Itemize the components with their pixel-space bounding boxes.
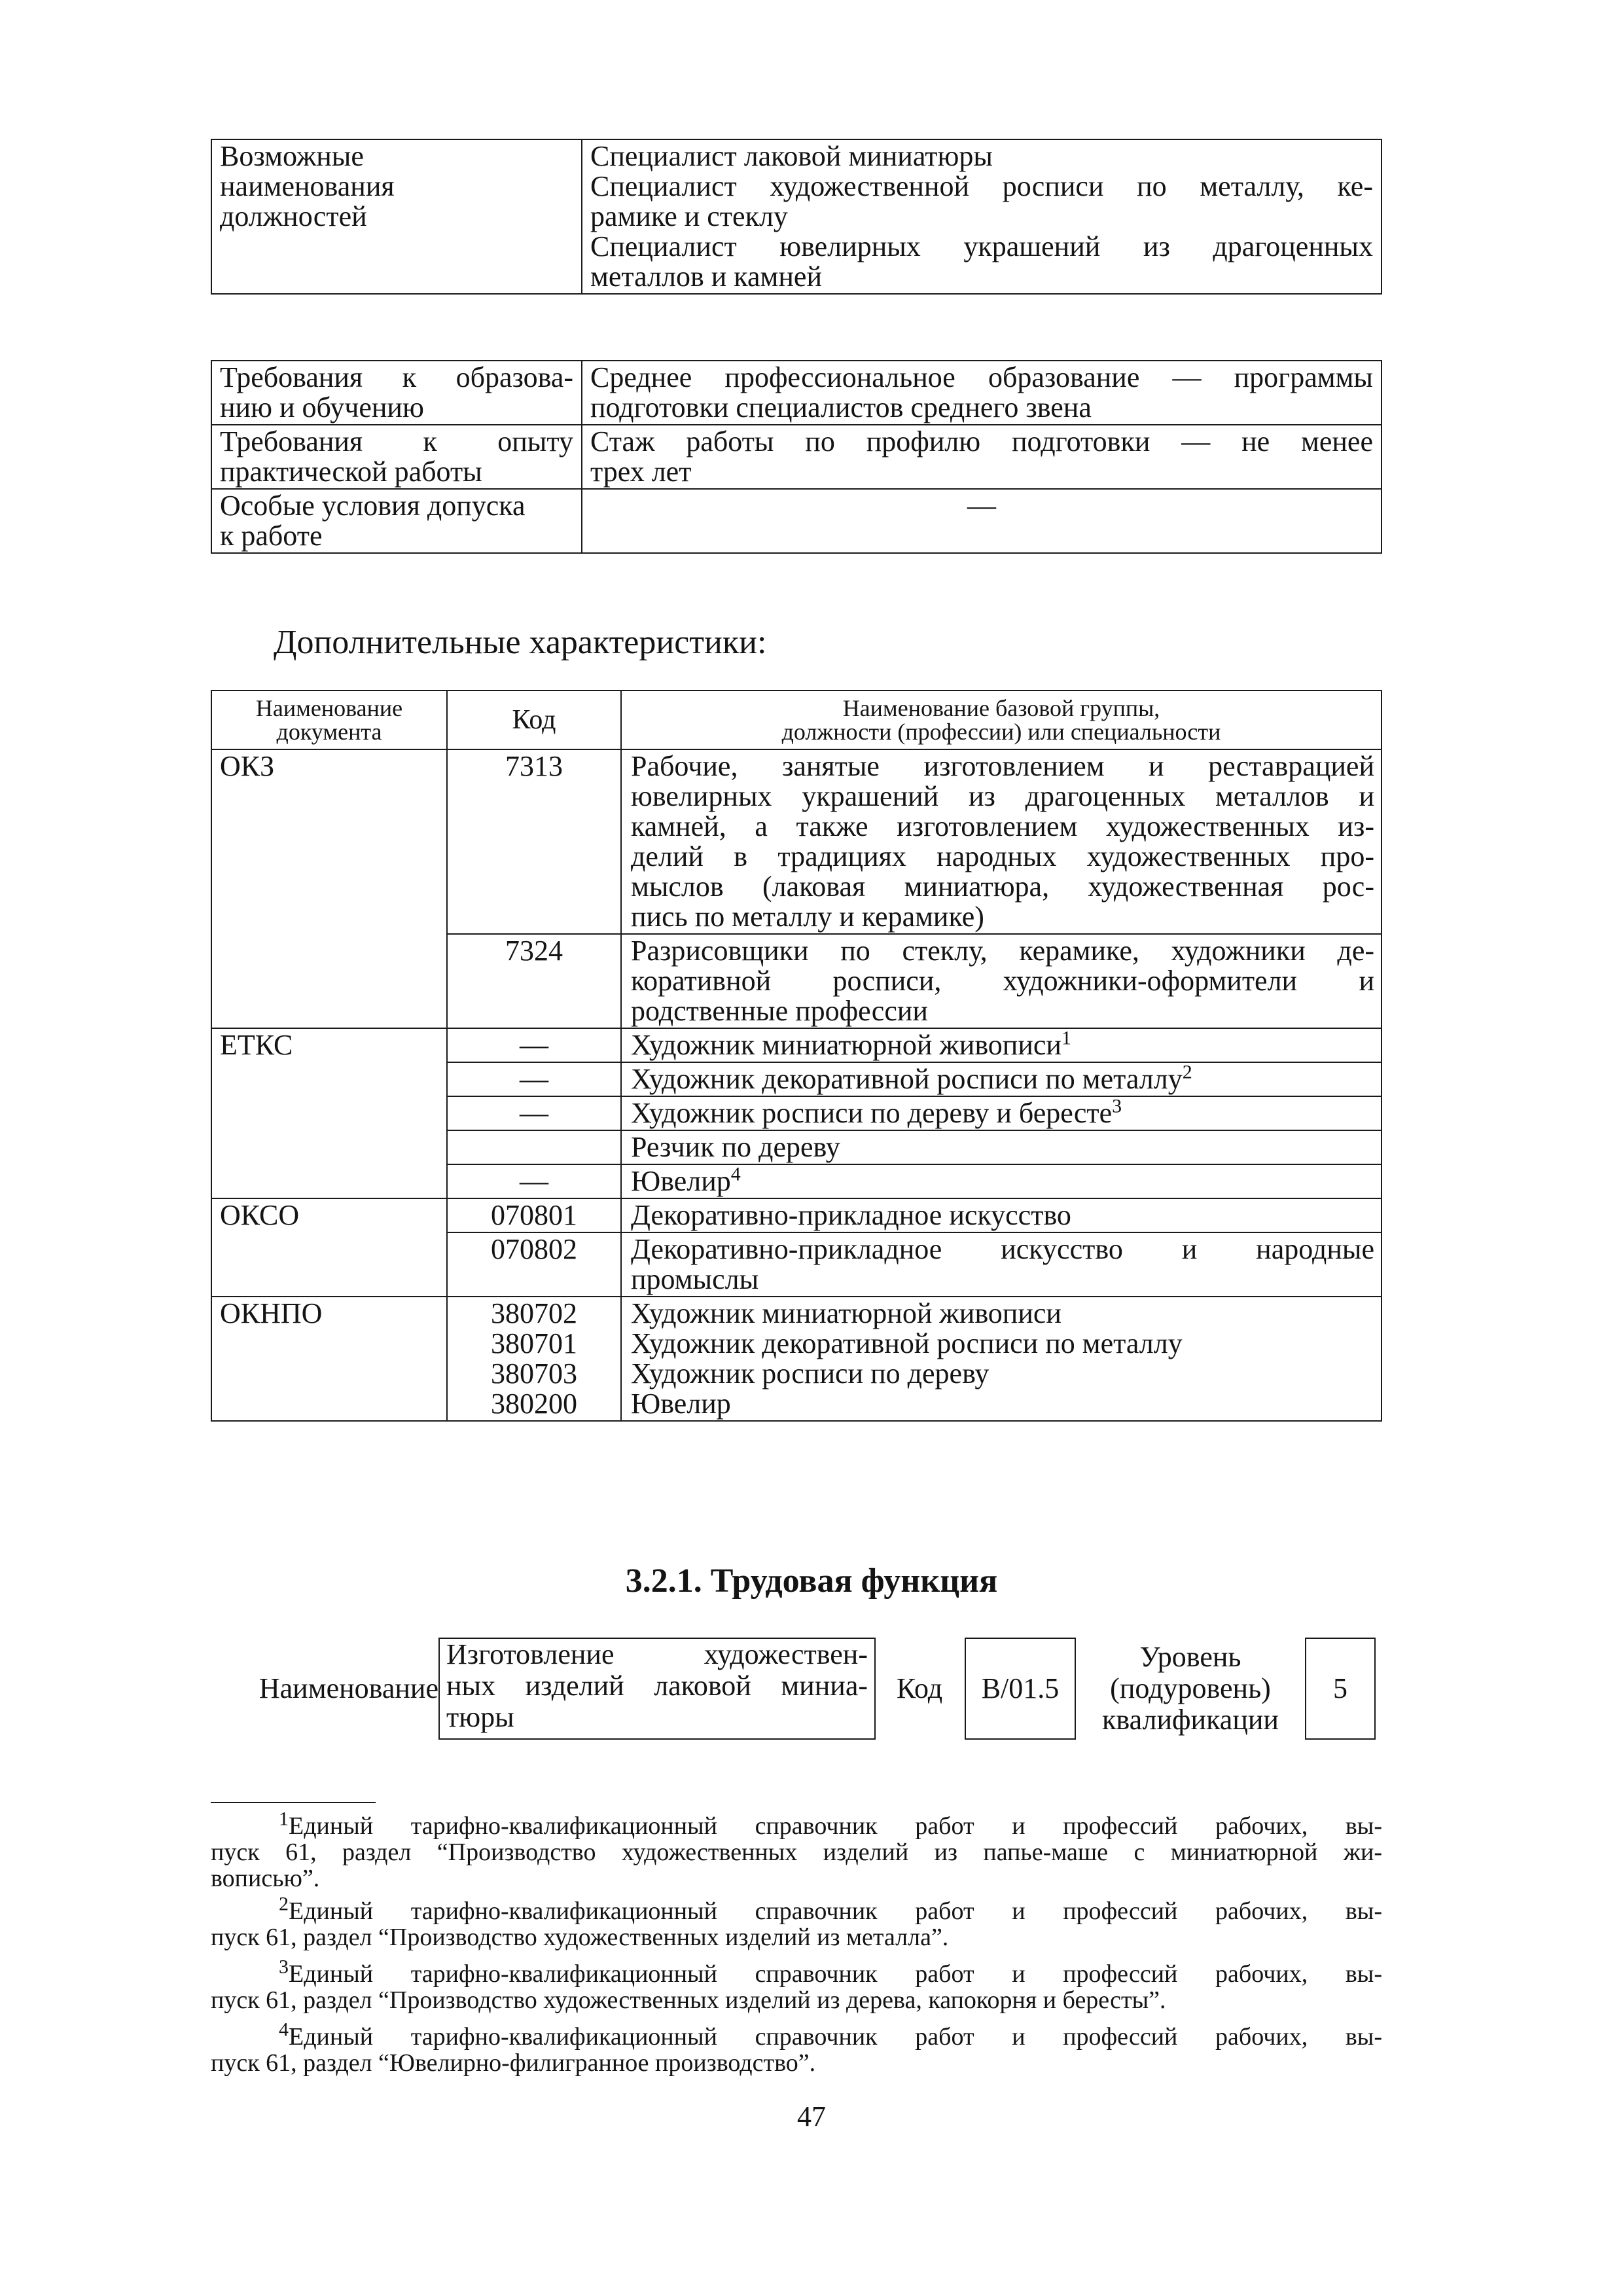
requirement-label-line: Особые условия допуска — [220, 490, 526, 522]
requirement-label — [211, 425, 582, 489]
requirement-value-dash: — — [967, 490, 996, 522]
level-label-line: Уровень — [1139, 1641, 1241, 1673]
header-line: Наименование базовой группы, — [842, 695, 1160, 721]
footnote-text: Единый тарифно-квалификационный справочник работ и профессий рабочих, вы- — [289, 1897, 1382, 1925]
function-code-label: Код — [896, 1672, 943, 1704]
table-row — [211, 749, 1382, 934]
requirement-label — [211, 489, 582, 553]
footnote-line — [211, 2018, 1382, 2051]
footnote-line: пуск 61, раздел “Производство художественных изделий из металла”. — [211, 1924, 949, 1951]
footnote — [211, 1956, 1382, 2014]
name-cell — [621, 1096, 1382, 1130]
function-level-label — [1082, 1641, 1298, 1736]
name-line: Разрисовщики по стеклу, керамике, художники де- — [631, 935, 1374, 967]
requirement-value-line: трех лет — [590, 456, 692, 488]
footnote-number: 1 — [279, 1808, 289, 1830]
name-cell — [621, 1028, 1382, 1062]
footnote-line: пуск 61, раздел “Производство художественных изделий из папье-маше с миниатюрной жи- — [211, 1839, 1382, 1866]
code-cell: — — [447, 1164, 621, 1198]
footnote — [211, 1808, 1382, 1892]
footnote-line — [211, 1808, 1382, 1840]
additional-characteristics-table — [211, 690, 1382, 1422]
job-title-line: Специалист художественной росписи по металлу, ке- — [590, 170, 1373, 202]
footnote-ref: 3 — [1112, 1095, 1122, 1117]
name-line: камней, а также изготовлением художественных из- — [631, 810, 1374, 842]
name-line: промыслы — [631, 1263, 759, 1295]
footnote-number: 3 — [279, 1956, 289, 1978]
requirement-row-education — [211, 361, 1382, 425]
job-titles-label-cell — [211, 139, 582, 294]
code-line: 380702 — [491, 1297, 577, 1329]
requirement-label-line: Требования к опыту — [220, 425, 573, 457]
requirement-label-line: нию и обучению — [220, 391, 424, 423]
function-name-line: тюры — [446, 1701, 514, 1733]
job-titles-table — [211, 139, 1382, 295]
doc-okz: ОКЗ — [211, 749, 447, 1028]
footnote-line: пуск 61, раздел “Ювелирно-филигранное производство”. — [211, 2049, 816, 2077]
requirement-row-experience — [211, 425, 1382, 489]
name-line: Художник декоративной росписи по металлу — [631, 1327, 1183, 1359]
footnote-line: пуск 61, раздел “Производство художественных изделий из дерева, капокорня и бересты”. — [211, 1986, 1166, 2014]
doc-etks: ЕТКС — [211, 1028, 447, 1198]
name-cell — [621, 1062, 1382, 1096]
function-name-line: ных изделий лаковой миниа- — [446, 1670, 868, 1702]
table-row — [211, 1028, 1382, 1062]
footnote-text: Единый тарифно-квалификационный справочник работ и профессий рабочих, вы- — [289, 2023, 1382, 2051]
name-cell — [621, 749, 1382, 934]
name-cell — [621, 934, 1382, 1028]
name-line: ювелирных украшений из драгоценных металлов и — [631, 780, 1374, 812]
footnote-text: Единый тарифно-квалификационный справочник работ и профессий рабочих, вы- — [289, 1812, 1382, 1840]
name-line: Художник росписи по дереву — [631, 1357, 990, 1390]
code-cell — [447, 1297, 621, 1421]
requirement-value-line: Стаж работы по профилю подготовки — не менее — [590, 425, 1373, 457]
header-line: документа — [276, 719, 382, 745]
job-titles-row — [211, 139, 1382, 294]
section-title: 3.2.1. Трудовая функция — [625, 1562, 998, 1600]
header-group-name — [621, 691, 1382, 749]
page-number: 47 — [797, 2100, 826, 2132]
code-cell: — — [447, 1028, 621, 1062]
code-cell — [447, 1130, 621, 1164]
header-document — [211, 691, 447, 749]
level-label-line: квалификации — [1102, 1704, 1279, 1736]
job-titles-value-cell — [582, 139, 1382, 294]
name-text: Художник декоративной росписи по металлу — [631, 1063, 1183, 1095]
job-title-line: рамике и стеклу — [590, 200, 788, 232]
table-row — [211, 1198, 1382, 1232]
footnote-line — [211, 1956, 1382, 1988]
name-line: родственные профессии — [631, 995, 928, 1027]
name-line: Ювелир — [631, 1388, 731, 1420]
requirement-value — [582, 489, 1382, 553]
job-title-line: металлов и камней — [590, 260, 822, 293]
footnote-text: Единый тарифно-квалификационный справочник работ и профессий рабочих, вы- — [289, 1960, 1382, 1988]
job-titles-label-line: должностей — [220, 200, 367, 232]
doc-okso: ОКСО — [211, 1198, 447, 1297]
doc-oknpo: ОКНПО — [211, 1297, 447, 1421]
function-name-box — [438, 1638, 876, 1740]
code-line: 380703 — [491, 1357, 577, 1390]
requirement-value-line: Среднее профессиональное образование — программы — [590, 361, 1373, 393]
requirement-label-line: практической работы — [220, 456, 482, 488]
requirements-table — [211, 360, 1382, 554]
code-line: 380701 — [491, 1327, 577, 1359]
name-cell — [621, 1297, 1382, 1421]
level-label-line: (подуровень) — [1110, 1672, 1271, 1704]
code-cell: 7324 — [447, 934, 621, 1028]
footnote-separator — [211, 1802, 376, 1803]
name-cell — [621, 1232, 1382, 1297]
function-code-box: B/01.5 — [965, 1638, 1076, 1740]
name-text: Художник росписи по дереву и бересте — [631, 1097, 1113, 1129]
code-cell: — — [447, 1096, 621, 1130]
table-header-row — [211, 691, 1382, 749]
requirement-value — [582, 361, 1382, 425]
name-text: Резчик по дереву — [631, 1131, 840, 1163]
header-line: должности (профессии) или специальности — [781, 719, 1221, 745]
additional-characteristics-title: Дополнительные характеристики: — [274, 624, 767, 661]
footnote-line — [211, 1893, 1382, 1925]
footnote-ref: 4 — [730, 1163, 741, 1185]
name-line: коративной росписи, художники-оформители и — [631, 965, 1374, 997]
footnote-line: вописью”. — [211, 1865, 320, 1892]
name-line: мыслов (лаковая миниатюра, художественная рос- — [631, 870, 1374, 903]
footnote-number: 4 — [279, 2018, 289, 2041]
function-level-box: 5 — [1305, 1638, 1376, 1740]
footnote — [211, 2018, 1382, 2077]
job-title-line: Специалист лаковой миниатюры — [590, 140, 993, 172]
function-name-label-wrap — [216, 1638, 438, 1740]
name-text: Ювелир — [631, 1165, 731, 1197]
function-name-line: Изготовление художествен- — [446, 1638, 868, 1670]
requirement-value — [582, 425, 1382, 489]
code-cell: — — [447, 1062, 621, 1096]
name-line: делий в традициях народных художественных про- — [631, 840, 1374, 872]
header-line: Наименование — [255, 695, 403, 721]
job-titles-label-line: наименования — [220, 170, 395, 202]
requirement-label-line: к работе — [220, 520, 323, 552]
code-cell: 070802 — [447, 1232, 621, 1297]
footnote — [211, 1893, 1382, 1951]
name-line: Художник миниатюрной живописи — [631, 1297, 1061, 1329]
requirement-label-line: Требования к образова- — [220, 361, 573, 393]
table-row — [211, 1297, 1382, 1421]
requirement-label — [211, 361, 582, 425]
name-line: Рабочие, занятые изготовлением и реставрацией — [631, 750, 1374, 782]
name-cell — [621, 1130, 1382, 1164]
footnote-number: 2 — [279, 1893, 289, 1915]
code-cell: 070801 — [447, 1198, 621, 1232]
job-title-line: Специалист ювелирных украшений из драгоценных — [590, 230, 1373, 262]
code-cell: 7313 — [447, 749, 621, 934]
name-line: пись по металлу и керамике) — [631, 901, 984, 933]
footnote-ref: 1 — [1061, 1027, 1071, 1049]
requirement-row-special-conditions — [211, 489, 1382, 553]
code-line: 380200 — [491, 1388, 577, 1420]
name-cell: Декоративно-прикладное искусство — [621, 1198, 1382, 1232]
name-cell — [621, 1164, 1382, 1198]
footnote-ref: 2 — [1182, 1061, 1192, 1083]
name-text: Художник миниатюрной живописи — [631, 1029, 1061, 1061]
header-code: Код — [447, 691, 621, 749]
function-name-label: Наименование — [259, 1672, 438, 1704]
requirement-value-line: подготовки специалистов среднего звена — [590, 391, 1092, 423]
job-titles-label-line: Возможные — [220, 140, 364, 172]
name-line: Декоративно-прикладное искусство и народные — [631, 1233, 1374, 1265]
